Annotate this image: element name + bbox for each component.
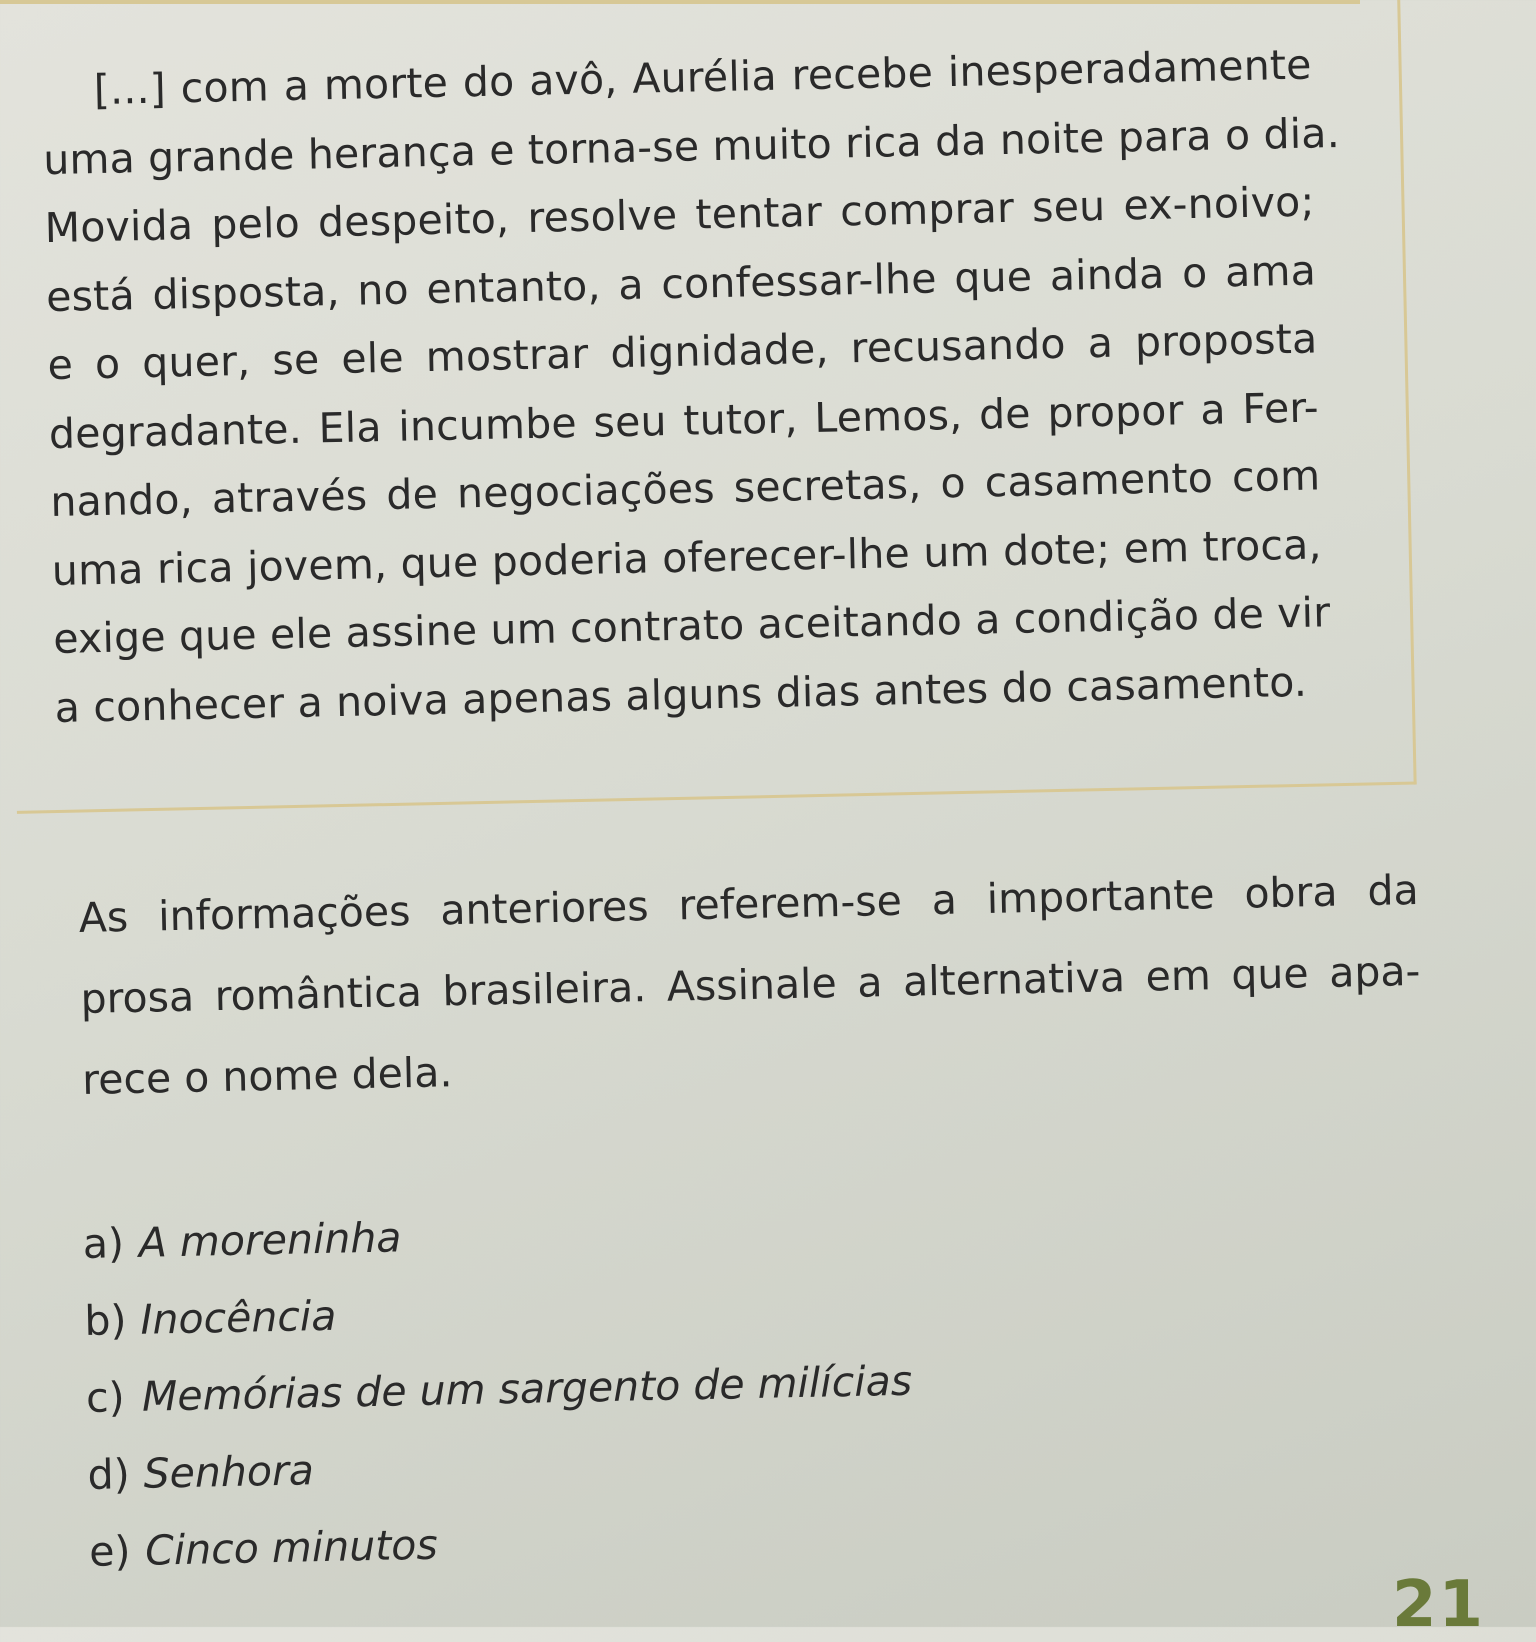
option-title: Cinco minutos [144,1520,439,1575]
option-letter: c) [85,1373,126,1422]
question-line: rece o nome dela. [81,1048,453,1104]
question-prompt [78,850,1423,1121]
question-line: prosa romântica brasileira. Assinale a alternativa em que apa- [80,946,1421,1023]
excerpt-line: está disposta, no entanto, a confessar-lhe que ainda o ama [45,246,1317,321]
excerpt-line: uma grande herança e torna-se muito rica da noite para o dia. [42,108,1341,184]
option-letter: b) [83,1296,127,1345]
excerpt-line: Movida pelo despeito, resolve tentar comprar seu ex-noivo; [44,177,1315,253]
answer-options [82,1185,1090,1591]
option-title: Inocência [139,1291,337,1344]
page-number: 21 [1392,1568,1486,1642]
excerpt-line: uma rica jovem, que poderia oferecer-lhe um dote; em troca, [51,519,1323,595]
excerpt-line: e o quer, se ele mostrar dignidade, recusando a proposta [47,314,1318,390]
option-title: Senhora [143,1446,315,1498]
question-line: As informações anteriores referem-se a importante obra da [78,865,1420,942]
excerpt-line: exige que ele assine um contrato aceitando a condição de vir [52,588,1331,664]
option-title: Memórias de um sargento de milícias [141,1356,913,1421]
excerpt-box [0,0,1417,814]
option-letter: d) [87,1450,131,1499]
option-letter: a) [82,1219,125,1268]
excerpt-line: a conhecer a noiva apenas alguns dias antes do casamento. [54,657,1308,732]
excerpt-line: nando, através de negociações secretas, o casamento com [49,451,1321,527]
excerpt-line: [...] com a morte do avô, Aurélia recebe inesperadamente [93,40,1313,115]
option-letter: e) [88,1527,131,1576]
option-title: A moreninha [138,1213,402,1267]
excerpt-line: degradante. Ela incumbe seu tutor, Lemos, de propor a Fer- [48,382,1320,458]
